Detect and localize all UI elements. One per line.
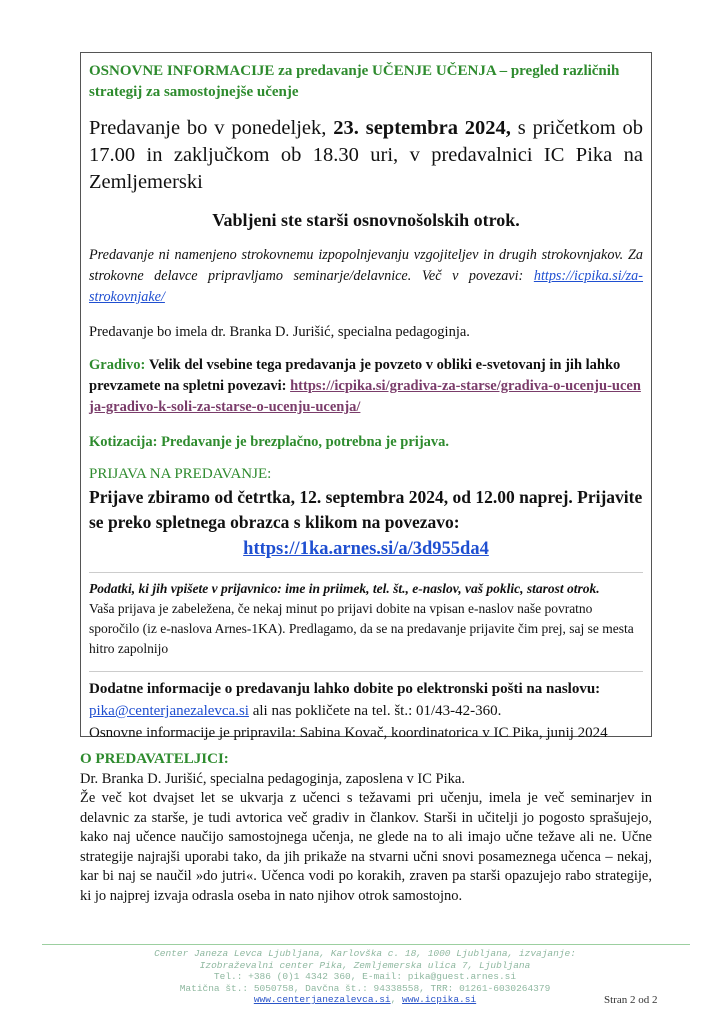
- lecture-date: 23. septembra 2024,: [333, 117, 511, 139]
- contact-heading: Dodatne informacije o predavanju lahko dobite po elektronski pošti na naslovu:: [89, 681, 601, 697]
- form-data-note: Podatki, ki jih vpišete v prijavnico: ime in priimek, tel. št., e-naslov, vaš poklic, starost otrok.: [89, 581, 600, 596]
- gradivo-label: Gradivo:: [89, 357, 146, 373]
- footer-link-sep: ,: [390, 994, 403, 1005]
- registration-link-wrap: [89, 539, 643, 560]
- prepared-by: Osnovne informacije je pripravila: Sabina Kovač, koordinatorica v IC Pika, junij 2024: [89, 725, 608, 741]
- footer: [70, 948, 660, 1006]
- footer-links: [70, 994, 660, 1006]
- divider-1: [89, 572, 643, 573]
- about-lecturer: [80, 750, 652, 906]
- lecture-time-paragraph: [89, 115, 643, 196]
- footer-line4: Matična št.: 5050758, Davčna št.: 94338558, TRR: 01261-6030264379: [179, 982, 551, 994]
- footer-line2: Izobraževalni center Pika, Zemljemerska ulica 7, Ljubljana: [199, 959, 531, 971]
- about-title: O PREDAVATELJICI:: [80, 751, 229, 767]
- kotizacija-line: Kotizacija: Predavanje je brezplačno, potrebna je prijava.: [89, 434, 450, 450]
- professionals-note: [89, 245, 643, 308]
- divider-2: [89, 671, 643, 672]
- contact-line: [89, 700, 643, 722]
- welcome-line: Vabljeni ste starši osnovnošolskih otrok.: [212, 210, 520, 230]
- about-line1: Dr. Branka D. Jurišić, specialna pedagoginja, zaposlena v IC Pika.: [80, 770, 465, 787]
- prijava-heading: PRIJAVA NA PREDAVANJE:: [89, 466, 272, 482]
- gradivo-link[interactable]: https://icpika.si/gradiva-za-starse/gradiva-o-ucenju-ucenja-gradivo-k-soli-za-starse-o-ucenju-ucenja/: [89, 378, 641, 415]
- gradivo-text: Velik del vsebine tega predavanja je povzeto v obliki e-svetovanj in jih lahko prevzamete na spletni povezavi:: [89, 357, 621, 394]
- footer-line1: Center Janeza Levca Ljubljana, Karlovška c. 18, 1000 Ljubljana, izvajanje:: [154, 948, 576, 959]
- lead-text-2: s pričetkom ob 17.00 in zaključkom ob 18.30 uri, v predavalnici IC Pika na Zemljemerski: [89, 117, 644, 193]
- lead-text-1: Predavanje bo v ponedeljek,: [89, 117, 327, 139]
- page-number: Stran 2 od 2: [604, 994, 658, 1006]
- info-box: [80, 52, 652, 741]
- gradivo-paragraph: [89, 355, 643, 418]
- footer-line3: Tel.: +386 (0)1 4342 360, E-mail: pika@guest.arnes.si: [213, 971, 517, 982]
- confirmation-note: Vaša prijava je zabeležena, če nekaj minut po prijavi dobite na vpisan e-naslov naše povratno sporočilo (iz e-naslova Arnes-1KA). Predlagamo, da se na predavanje prijavite čim prej, saj se mesta hitro zapolnijo: [89, 601, 634, 656]
- registration-link[interactable]: https://1ka.arnes.si/a/3d955da4: [243, 539, 489, 559]
- footer-link-pika[interactable]: www.icpika.si: [402, 994, 477, 1005]
- contact-phone: ali nas pokličete na tel. št.: 01/43-42-360.: [252, 703, 502, 719]
- footer-link-cjl[interactable]: www.centerjanezalevca.si: [253, 994, 391, 1005]
- info-heading: OSNOVNE INFORMACIJE za predavanje UČENJE UČENJA – pregled različnih strategij za samostojnejše učenje: [89, 63, 620, 100]
- footer-divider: [42, 944, 690, 945]
- email-link[interactable]: pika@centerjanezalevca.si: [89, 703, 249, 719]
- professionals-note-text: Predavanje ni namenjeno strokovnemu izpopolnjevanju vzgojiteljev in drugih strokovnjakov. Za strokovne delavce pripravljamo seminarje/delavnice. Več v povezavi:: [89, 247, 643, 284]
- prijave-text: Prijave zbiramo od četrtka, 12. septembra 2024, od 12.00 naprej. Prijavite se preko spletnega obrazca s klikom na povezavo:: [89, 487, 643, 532]
- about-body: Že več kot dvajset let se ukvarja z učenci s težavami pri učenju, imela je več seminarjev in delavnic za starše, je tudi avtorica več gradiv in člankov. Starši in učitelji jo pogosto sprašujejo, kako naj učence naučijo samostojnega učenja, ne glede na to ali imajo učne težave ali ne. Učne strategije najrajši uporabi tako, da jih prikaže na stvarni učni snovi posameznega učenca – nekaj, kar bi naj se naučil »do jutri«. Učenca vodi po korakih, zraven pa starši opazujejo rabo strategije, ki jo najprej izvaja odrasla oseba in nato njihov otrok samostojno.: [80, 790, 652, 904]
- professionals-link[interactable]: https://icpika.si/za-strokovnjake/: [89, 268, 644, 305]
- lecturer-line: Predavanje bo imela dr. Branka D. Jurišić, specialna pedagoginja.: [89, 324, 470, 340]
